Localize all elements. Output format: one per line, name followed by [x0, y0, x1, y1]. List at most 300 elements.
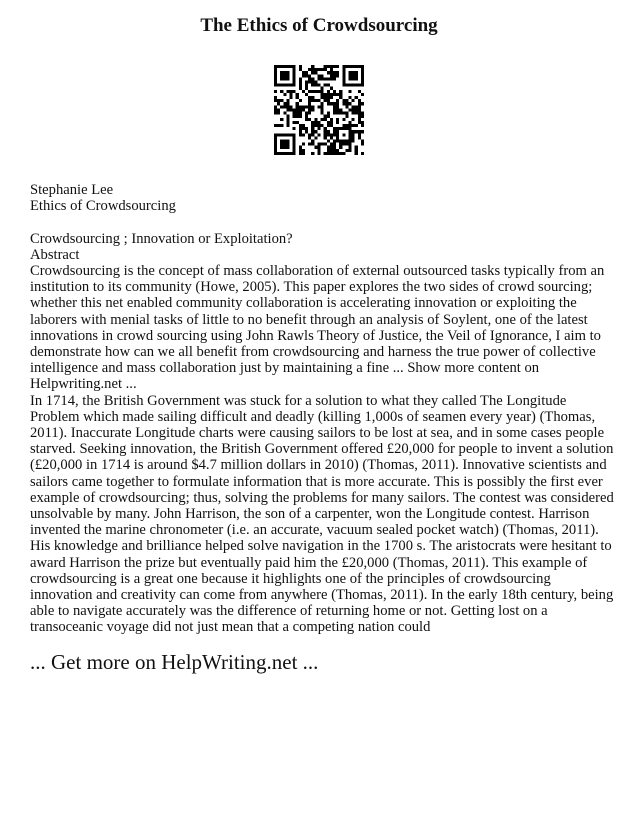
- qr-module: [277, 102, 280, 105]
- qr-module: [327, 121, 330, 124]
- qr-module: [311, 130, 314, 133]
- qr-module: [336, 102, 339, 105]
- qr-module: [355, 71, 358, 74]
- qr-module: [308, 118, 311, 121]
- qr-module: [355, 84, 358, 87]
- qr-module: [339, 93, 342, 96]
- qr-module: [299, 84, 302, 87]
- essay-subtitle: Crowdsourcing ; Innovation or Exploitation?: [30, 230, 293, 247]
- qr-module: [308, 112, 311, 115]
- qr-module: [299, 130, 302, 133]
- qr-module: [352, 65, 355, 68]
- qr-module: [358, 112, 361, 115]
- qr-module: [336, 99, 339, 102]
- qr-module: [345, 115, 348, 118]
- qr-module: [361, 102, 364, 105]
- qr-module: [333, 65, 336, 68]
- qr-module: [274, 105, 277, 108]
- qr-module: [348, 149, 351, 152]
- qr-module: [274, 84, 277, 87]
- qr-module: [327, 133, 330, 136]
- qr-module: [342, 152, 345, 155]
- qr-module: [324, 118, 327, 121]
- qr-module: [358, 99, 361, 102]
- qr-module: [286, 90, 289, 93]
- qr-module: [330, 121, 333, 124]
- qr-module: [290, 93, 293, 96]
- qr-module: [277, 112, 280, 115]
- qr-module: [348, 136, 351, 139]
- qr-module: [321, 143, 324, 146]
- qr-module: [339, 96, 342, 99]
- qr-module: [305, 71, 308, 74]
- qr-module: [327, 112, 330, 115]
- qr-module: [333, 105, 336, 108]
- qr-module: [352, 139, 355, 142]
- qr-module: [352, 99, 355, 102]
- qr-module: [330, 143, 333, 146]
- qr-module: [311, 81, 314, 84]
- qr-module: [333, 152, 336, 155]
- qr-module: [274, 112, 277, 115]
- qr-module: [274, 81, 277, 84]
- qr-module: [311, 127, 314, 130]
- qr-module: [311, 84, 314, 87]
- qr-module: [321, 105, 324, 108]
- qr-module: [280, 146, 283, 149]
- qr-module: [299, 68, 302, 71]
- qr-module: [345, 102, 348, 105]
- qr-module: [317, 121, 320, 124]
- qr-module: [355, 108, 358, 111]
- document-body: [30, 182, 614, 636]
- qr-module: [286, 84, 289, 87]
- qr-module: [283, 102, 286, 105]
- qr-module: [333, 90, 336, 93]
- qr-module: [274, 136, 277, 139]
- qr-module: [330, 124, 333, 127]
- qr-module: [277, 65, 280, 68]
- qr-module: [348, 77, 351, 80]
- qr-module: [327, 65, 330, 68]
- qr-module: [302, 133, 305, 136]
- qr-module: [293, 133, 296, 136]
- qr-module: [302, 143, 305, 146]
- qr-module: [352, 84, 355, 87]
- qr-module: [342, 118, 345, 121]
- qr-module: [293, 136, 296, 139]
- qr-module: [311, 139, 314, 142]
- qr-module: [293, 74, 296, 77]
- qr-module: [299, 112, 302, 115]
- qr-module: [345, 149, 348, 152]
- qr-module: [283, 84, 286, 87]
- qr-module: [283, 93, 286, 96]
- qr-module: [274, 133, 277, 136]
- qr-module: [361, 71, 364, 74]
- qr-module: [355, 146, 358, 149]
- qr-module: [358, 108, 361, 111]
- qr-module: [336, 149, 339, 152]
- qr-module: [311, 68, 314, 71]
- qr-module: [311, 108, 314, 111]
- qr-module: [305, 81, 308, 84]
- qr-module: [283, 146, 286, 149]
- qr-module: [352, 77, 355, 80]
- qr-module: [361, 93, 364, 96]
- qr-module: [345, 84, 348, 87]
- qr-module: [355, 74, 358, 77]
- qr-module: [274, 90, 277, 93]
- qr-module: [333, 93, 336, 96]
- qr-module: [299, 65, 302, 68]
- qr-module: [321, 96, 324, 99]
- qr-module: [321, 112, 324, 115]
- qr-module: [311, 121, 314, 124]
- qr-module: [330, 77, 333, 80]
- qr-module: [293, 149, 296, 152]
- qr-module: [311, 65, 314, 68]
- qr-module: [308, 102, 311, 105]
- qr-module: [274, 146, 277, 149]
- qr-module: [345, 127, 348, 130]
- qr-module: [333, 71, 336, 74]
- qr-module: [348, 84, 351, 87]
- qr-module: [324, 93, 327, 96]
- qr-module: [293, 84, 296, 87]
- qr-module: [333, 108, 336, 111]
- qr-module: [348, 102, 351, 105]
- qr-module: [293, 90, 296, 93]
- qr-module: [290, 90, 293, 93]
- qr-module: [336, 108, 339, 111]
- qr-module: [305, 127, 308, 130]
- qr-module: [345, 112, 348, 115]
- qr-module: [321, 68, 324, 71]
- qr-module: [296, 115, 299, 118]
- qr-module: [321, 87, 324, 90]
- qr-module: [299, 108, 302, 111]
- qr-module: [286, 77, 289, 80]
- qr-module: [308, 143, 311, 146]
- qr-module: [311, 152, 314, 155]
- qr-module: [274, 143, 277, 146]
- qr-module: [293, 77, 296, 80]
- qr-module: [305, 115, 308, 118]
- qr-module: [358, 133, 361, 136]
- qr-module: [321, 93, 324, 96]
- qr-module: [342, 112, 345, 115]
- qr-module: [342, 133, 345, 136]
- qr-module: [330, 68, 333, 71]
- qr-module: [342, 71, 345, 74]
- qr-module: [293, 152, 296, 155]
- qr-module: [336, 121, 339, 124]
- qr-module: [345, 65, 348, 68]
- qr-module: [358, 102, 361, 105]
- qr-module: [330, 87, 333, 90]
- qr-module: [286, 143, 289, 146]
- qr-module: [333, 149, 336, 152]
- qr-module: [308, 133, 311, 136]
- qr-module: [342, 127, 345, 130]
- qr-module: [274, 96, 277, 99]
- qr-module: [293, 108, 296, 111]
- qr-module: [348, 133, 351, 136]
- qr-module: [345, 105, 348, 108]
- qr-module: [293, 115, 296, 118]
- qr-module: [290, 65, 293, 68]
- qr-module: [283, 105, 286, 108]
- qr-module: [277, 108, 280, 111]
- qr-module: [345, 124, 348, 127]
- qr-module: [324, 115, 327, 118]
- qr-module: [336, 105, 339, 108]
- qr-module: [342, 68, 345, 71]
- qr-module: [290, 152, 293, 155]
- qr-module: [327, 146, 330, 149]
- qr-module: [277, 99, 280, 102]
- qr-module: [286, 121, 289, 124]
- qr-module: [283, 74, 286, 77]
- qr-module: [286, 108, 289, 111]
- qr-module: [274, 108, 277, 111]
- qr-module: [339, 152, 342, 155]
- qr-module: [293, 112, 296, 115]
- qr-module: [308, 105, 311, 108]
- qr-module: [296, 105, 299, 108]
- qr-module: [311, 71, 314, 74]
- qr-module: [342, 102, 345, 105]
- author-name: Stephanie Lee: [30, 182, 114, 198]
- qr-module: [358, 115, 361, 118]
- qr-module: [348, 130, 351, 133]
- qr-module: [311, 90, 314, 93]
- qr-module: [327, 96, 330, 99]
- qr-module: [330, 136, 333, 139]
- qr-module: [317, 99, 320, 102]
- qr-module: [305, 112, 308, 115]
- qr-module: [327, 124, 330, 127]
- qr-module: [333, 77, 336, 80]
- qr-module: [330, 74, 333, 77]
- qr-module: [274, 124, 277, 127]
- qr-module: [327, 152, 330, 155]
- qr-module: [296, 96, 299, 99]
- qr-module: [286, 115, 289, 118]
- qr-module: [317, 149, 320, 152]
- qr-module: [324, 152, 327, 155]
- qr-module: [324, 96, 327, 99]
- qr-module: [290, 96, 293, 99]
- qr-module: [361, 84, 364, 87]
- qr-module: [305, 93, 308, 96]
- qr-module: [293, 127, 296, 130]
- qr-module: [311, 96, 314, 99]
- qr-module: [274, 152, 277, 155]
- qr-module: [324, 99, 327, 102]
- qr-module: [352, 136, 355, 139]
- qr-module: [330, 102, 333, 105]
- qr-module: [280, 133, 283, 136]
- qr-module: [358, 90, 361, 93]
- qr-module: [280, 139, 283, 142]
- qr-module: [286, 139, 289, 142]
- qr-module: [355, 152, 358, 155]
- qr-module: [290, 133, 293, 136]
- qr-module: [305, 105, 308, 108]
- qr-module: [317, 127, 320, 130]
- qr-module: [283, 77, 286, 80]
- qr-module: [355, 124, 358, 127]
- qr-module: [330, 65, 333, 68]
- qr-module: [339, 108, 342, 111]
- qr-module: [342, 74, 345, 77]
- qr-module: [348, 124, 351, 127]
- qr-module: [361, 139, 364, 142]
- qr-module: [286, 102, 289, 105]
- qr-module: [336, 65, 339, 68]
- qr-module: [352, 105, 355, 108]
- qr-module: [348, 74, 351, 77]
- qr-module: [299, 124, 302, 127]
- qr-module: [314, 121, 317, 124]
- qr-module: [355, 149, 358, 152]
- qr-module: [274, 139, 277, 142]
- qr-module: [339, 127, 342, 130]
- qr-module: [296, 108, 299, 111]
- qr-module: [314, 81, 317, 84]
- qr-module: [330, 133, 333, 136]
- qr-module: [321, 90, 324, 93]
- get-more-link[interactable]: ... Get more on HelpWriting.net ...: [30, 650, 319, 674]
- qr-module: [308, 77, 311, 80]
- qr-module: [327, 93, 330, 96]
- qr-module: [355, 77, 358, 80]
- qr-module: [293, 65, 296, 68]
- qr-module: [355, 65, 358, 68]
- qr-module: [311, 99, 314, 102]
- qr-module: [324, 133, 327, 136]
- qr-module: [290, 108, 293, 111]
- qr-module: [358, 105, 361, 108]
- qr-module: [333, 112, 336, 115]
- qr-module: [361, 112, 364, 115]
- qr-module: [330, 118, 333, 121]
- qr-module: [314, 84, 317, 87]
- qr-module: [355, 130, 358, 133]
- qr-module: [314, 136, 317, 139]
- qr-module: [321, 77, 324, 80]
- qr-module: [327, 102, 330, 105]
- qr-module: [348, 71, 351, 74]
- qr-module: [324, 68, 327, 71]
- qr-module: [348, 139, 351, 142]
- qr-module: [327, 71, 330, 74]
- qr-module: [342, 81, 345, 84]
- qr-module: [361, 130, 364, 133]
- qr-module: [274, 65, 277, 68]
- qr-module: [348, 96, 351, 99]
- qr-module: [317, 143, 320, 146]
- qr-module: [286, 118, 289, 121]
- qr-module: [280, 74, 283, 77]
- qr-module: [327, 84, 330, 87]
- qr-module: [339, 90, 342, 93]
- qr-module: [286, 152, 289, 155]
- qr-module: [314, 130, 317, 133]
- qr-module: [330, 93, 333, 96]
- qr-module: [317, 77, 320, 80]
- qr-module: [308, 74, 311, 77]
- qr-module: [302, 127, 305, 130]
- qr-module: [274, 71, 277, 74]
- qr-module: [336, 133, 339, 136]
- qr-module: [314, 68, 317, 71]
- qr-module: [321, 124, 324, 127]
- qr-module: [327, 139, 330, 142]
- qr-module: [330, 149, 333, 152]
- qr-module: [280, 143, 283, 146]
- qr-module: [348, 127, 351, 130]
- qr-module: [361, 74, 364, 77]
- qr-module: [336, 118, 339, 121]
- qr-module: [333, 146, 336, 149]
- qr-module: [333, 143, 336, 146]
- qr-module: [274, 99, 277, 102]
- qr-module: [283, 71, 286, 74]
- qr-module: [305, 84, 308, 87]
- qr-module: [336, 130, 339, 133]
- qr-module: [296, 121, 299, 124]
- qr-module: [330, 71, 333, 74]
- qr-module: [342, 84, 345, 87]
- qr-module: [296, 93, 299, 96]
- abstract-heading: Abstract: [30, 246, 80, 263]
- qr-module: [314, 146, 317, 149]
- qr-module: [314, 124, 317, 127]
- qr-module: [286, 105, 289, 108]
- qr-module: [293, 81, 296, 84]
- qr-module: [361, 81, 364, 84]
- body-paragraph: In 1714, the British Government was stuck for a solution to what they called The Longitude Problem which made sailing difficult and deadly (killing 1,000s of seamen every year) (Thomas, 2011). Inaccurate Longitude charts were causing sailors to be lost at sea, and in some cases people starved. Seeking innovation, the British Government offered £20,000 for people to invent a solution (£20,000 in 1714 is around $4.7 million dollars in 2010) (Thomas, 2011). Innovative scientists and sailors came together to formulate information that is more accurate. This is possibly the first ever example of crowdsourcing; thus, solving the problems for many sailors. The contest was considered unsolvable by many. John Harrison, the son of a carpenter, won the Longitude contest. Harrison invented the marine chronometer (i.e. an accurate, vacuum sealed pocket watch) (Thomas, 2011). His knowledge and brilliance helped solve navigation in the 1700 s. The aristocrats were hesitant to award Harrison the prize but eventually paid him the £20,000 (Thomas, 2011). This example of crowdsourcing is a great one because it highlights one of the principles of crowdsourcing innovation and creativity can come from anywhere (Thomas, 2011). In the early 18th century, being able to navigate accurately was the difference of returning home or not. Getting lost on a transoceanic voyage did not just mean that a competing nation could: [30, 392, 614, 636]
- qr-module: [330, 152, 333, 155]
- qr-module: [283, 139, 286, 142]
- qr-module: [355, 96, 358, 99]
- qr-module: [327, 90, 330, 93]
- page-title: The Ethics of Crowdsourcing: [200, 15, 438, 36]
- qr-module: [321, 74, 324, 77]
- qr-module: [314, 99, 317, 102]
- qr-module: [321, 102, 324, 105]
- qr-module: [283, 112, 286, 115]
- qr-module: [299, 127, 302, 130]
- qr-module: [324, 143, 327, 146]
- qr-module: [324, 84, 327, 87]
- qr-module: [348, 121, 351, 124]
- qr-module: [302, 124, 305, 127]
- qr-module: [324, 136, 327, 139]
- qr-module: [280, 77, 283, 80]
- qr-module: [336, 74, 339, 77]
- qr-module: [302, 71, 305, 74]
- qr-module: [305, 87, 308, 90]
- qr-module: [352, 74, 355, 77]
- qr-module: [280, 71, 283, 74]
- qr-module: [324, 127, 327, 130]
- qr-module: [314, 71, 317, 74]
- qr-module: [333, 127, 336, 130]
